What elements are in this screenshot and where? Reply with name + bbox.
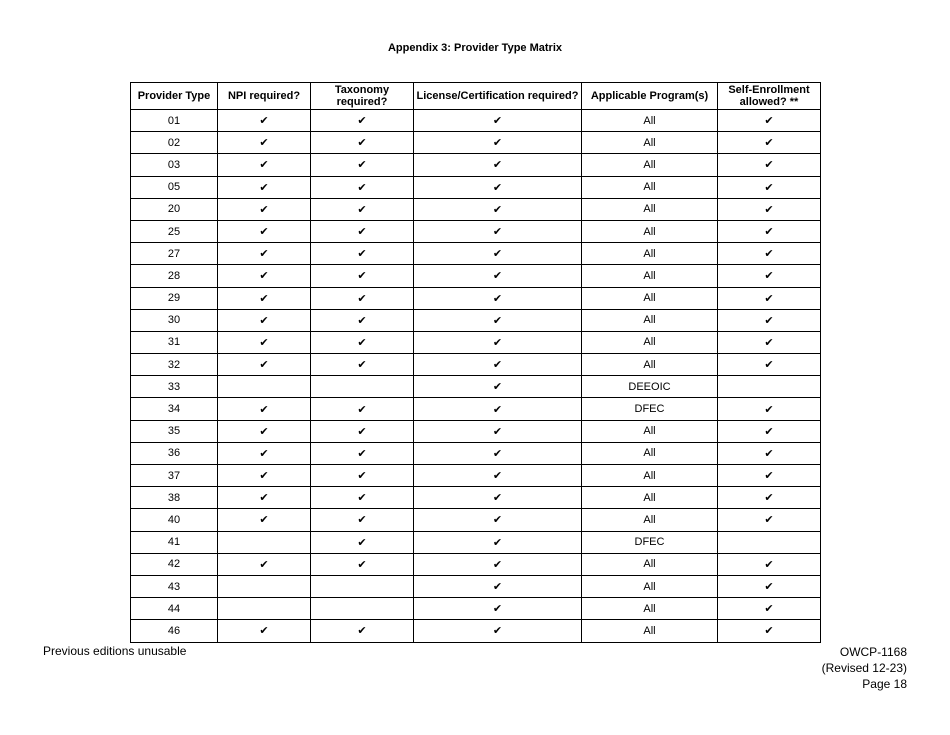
checkmark-icon: ✔ — [311, 620, 414, 642]
cell-applicable-program: All — [582, 465, 718, 487]
checkmark-icon: ✔ — [414, 220, 582, 242]
checkmark-icon: ✔ — [414, 553, 582, 575]
checkmark-icon: ✔ — [414, 309, 582, 331]
checkmark-icon: ✔ — [218, 398, 311, 420]
checkmark-icon: ✔ — [718, 354, 821, 376]
provider-type-matrix-table — [130, 82, 821, 643]
table-row — [131, 420, 821, 442]
cell-provider-type: 42 — [131, 553, 218, 575]
checkmark-icon: ✔ — [218, 331, 311, 353]
cell-applicable-program: DEEOIC — [582, 376, 718, 398]
table-row — [131, 398, 821, 420]
checkmark-icon: ✔ — [311, 265, 414, 287]
cell-provider-type: 37 — [131, 465, 218, 487]
cell-applicable-program: All — [582, 553, 718, 575]
table-row — [131, 110, 821, 132]
cell-provider-type: 35 — [131, 420, 218, 442]
checkmark-icon: ✔ — [718, 465, 821, 487]
checkmark-icon: ✔ — [311, 398, 414, 420]
checkmark-icon: ✔ — [311, 176, 414, 198]
cell-applicable-program: All — [582, 198, 718, 220]
checkmark-icon: ✔ — [718, 176, 821, 198]
cell-provider-type: 43 — [131, 575, 218, 597]
checkmark-icon: ✔ — [718, 575, 821, 597]
checkmark-icon: ✔ — [718, 420, 821, 442]
table-row — [131, 154, 821, 176]
cell-applicable-program: DFEC — [582, 531, 718, 553]
checkmark-icon: ✔ — [218, 354, 311, 376]
cell-applicable-program: DFEC — [582, 398, 718, 420]
checkmark-icon: ✔ — [311, 420, 414, 442]
checkmark-icon: ✔ — [311, 309, 414, 331]
table-row — [131, 309, 821, 331]
checkmark-icon: ✔ — [414, 575, 582, 597]
checkmark-icon: ✔ — [414, 176, 582, 198]
cell-applicable-program: All — [582, 487, 718, 509]
cell-provider-type: 03 — [131, 154, 218, 176]
cell-npi-check — [218, 376, 311, 398]
cell-provider-type: 05 — [131, 176, 218, 198]
cell-applicable-program: All — [582, 110, 718, 132]
checkmark-icon: ✔ — [718, 309, 821, 331]
table-row — [131, 176, 821, 198]
table-row — [131, 575, 821, 597]
table-row — [131, 487, 821, 509]
checkmark-icon: ✔ — [218, 265, 311, 287]
checkmark-icon: ✔ — [718, 331, 821, 353]
cell-applicable-program: All — [582, 265, 718, 287]
cell-applicable-program: All — [582, 132, 718, 154]
checkmark-icon: ✔ — [218, 132, 311, 154]
checkmark-icon: ✔ — [218, 442, 311, 464]
footer-form-number: OWCP-1168 — [839, 645, 907, 659]
checkmark-icon: ✔ — [414, 620, 582, 642]
cell-self-enrollment-check — [718, 376, 821, 398]
checkmark-icon: ✔ — [311, 553, 414, 575]
checkmark-icon: ✔ — [218, 553, 311, 575]
cell-applicable-program: All — [582, 420, 718, 442]
checkmark-icon: ✔ — [414, 598, 582, 620]
table-row — [131, 243, 821, 265]
checkmark-icon: ✔ — [718, 553, 821, 575]
cell-provider-type: 40 — [131, 509, 218, 531]
table-row — [131, 198, 821, 220]
checkmark-icon: ✔ — [718, 243, 821, 265]
header-npi-required: NPI required? — [218, 83, 311, 110]
checkmark-icon: ✔ — [311, 198, 414, 220]
checkmark-icon: ✔ — [311, 287, 414, 309]
cell-provider-type: 29 — [131, 287, 218, 309]
checkmark-icon: ✔ — [414, 398, 582, 420]
checkmark-icon: ✔ — [718, 487, 821, 509]
cell-npi-check — [218, 598, 311, 620]
header-license-required: License/Certification required? — [414, 83, 582, 110]
cell-provider-type: 01 — [131, 110, 218, 132]
table-row — [131, 331, 821, 353]
cell-applicable-program: All — [582, 287, 718, 309]
cell-provider-type: 33 — [131, 376, 218, 398]
cell-provider-type: 20 — [131, 198, 218, 220]
checkmark-icon: ✔ — [414, 376, 582, 398]
cell-provider-type: 41 — [131, 531, 218, 553]
checkmark-icon: ✔ — [414, 487, 582, 509]
checkmark-icon: ✔ — [414, 110, 582, 132]
checkmark-icon: ✔ — [718, 442, 821, 464]
table-body — [131, 110, 821, 643]
cell-provider-type: 28 — [131, 265, 218, 287]
table-row — [131, 598, 821, 620]
checkmark-icon: ✔ — [414, 198, 582, 220]
cell-applicable-program: All — [582, 154, 718, 176]
cell-applicable-program: All — [582, 575, 718, 597]
checkmark-icon: ✔ — [718, 265, 821, 287]
cell-applicable-program: All — [582, 354, 718, 376]
table-row — [131, 553, 821, 575]
table-row — [131, 220, 821, 242]
page-title: Appendix 3: Provider Type Matrix — [387, 42, 562, 54]
checkmark-icon: ✔ — [311, 331, 414, 353]
cell-applicable-program: All — [582, 176, 718, 198]
checkmark-icon: ✔ — [414, 531, 582, 553]
header-taxonomy-required: Taxonomy required? — [311, 83, 414, 110]
checkmark-icon: ✔ — [311, 531, 414, 553]
checkmark-icon: ✔ — [218, 287, 311, 309]
checkmark-icon: ✔ — [311, 220, 414, 242]
table-row — [131, 376, 821, 398]
cell-provider-type: 44 — [131, 598, 218, 620]
cell-applicable-program: All — [582, 309, 718, 331]
checkmark-icon: ✔ — [311, 154, 414, 176]
table-row — [131, 354, 821, 376]
checkmark-icon: ✔ — [218, 620, 311, 642]
checkmark-icon: ✔ — [414, 154, 582, 176]
checkmark-icon: ✔ — [414, 509, 582, 531]
cell-applicable-program: All — [582, 442, 718, 464]
checkmark-icon: ✔ — [218, 154, 311, 176]
checkmark-icon: ✔ — [218, 176, 311, 198]
cell-taxonomy-check — [311, 598, 414, 620]
checkmark-icon: ✔ — [414, 420, 582, 442]
cell-self-enrollment-check — [718, 531, 821, 553]
checkmark-icon: ✔ — [311, 509, 414, 531]
checkmark-icon: ✔ — [414, 354, 582, 376]
checkmark-icon: ✔ — [218, 487, 311, 509]
checkmark-icon: ✔ — [218, 420, 311, 442]
table-row — [131, 287, 821, 309]
checkmark-icon: ✔ — [414, 132, 582, 154]
checkmark-icon: ✔ — [718, 598, 821, 620]
checkmark-icon: ✔ — [218, 220, 311, 242]
checkmark-icon: ✔ — [218, 110, 311, 132]
table-row — [131, 132, 821, 154]
footer-revised: (Revised 12-23) — [821, 661, 907, 675]
cell-applicable-program: All — [582, 598, 718, 620]
checkmark-icon: ✔ — [718, 220, 821, 242]
checkmark-icon: ✔ — [311, 465, 414, 487]
footer-editions-note: Previous editions unusable — [43, 644, 187, 658]
checkmark-icon: ✔ — [218, 243, 311, 265]
checkmark-icon: ✔ — [311, 110, 414, 132]
checkmark-icon: ✔ — [718, 132, 821, 154]
table-header-row — [131, 83, 821, 110]
cell-taxonomy-check — [311, 575, 414, 597]
checkmark-icon: ✔ — [718, 287, 821, 309]
cell-provider-type: 38 — [131, 487, 218, 509]
checkmark-icon: ✔ — [414, 331, 582, 353]
checkmark-icon: ✔ — [414, 287, 582, 309]
cell-applicable-program: All — [582, 509, 718, 531]
checkmark-icon: ✔ — [311, 442, 414, 464]
checkmark-icon: ✔ — [718, 620, 821, 642]
checkmark-icon: ✔ — [218, 309, 311, 331]
checkmark-icon: ✔ — [311, 354, 414, 376]
table-row — [131, 442, 821, 464]
table-row — [131, 531, 821, 553]
checkmark-icon: ✔ — [414, 465, 582, 487]
header-provider-type: Provider Type — [131, 83, 218, 110]
table-row — [131, 620, 821, 642]
checkmark-icon: ✔ — [218, 509, 311, 531]
table-row — [131, 509, 821, 531]
cell-provider-type: 46 — [131, 620, 218, 642]
checkmark-icon: ✔ — [218, 198, 311, 220]
checkmark-icon: ✔ — [718, 110, 821, 132]
checkmark-icon: ✔ — [311, 487, 414, 509]
cell-provider-type: 32 — [131, 354, 218, 376]
cell-npi-check — [218, 531, 311, 553]
header-self-enrollment: Self-Enrollment allowed? ** — [718, 83, 821, 110]
checkmark-icon: ✔ — [311, 132, 414, 154]
cell-provider-type: 36 — [131, 442, 218, 464]
checkmark-icon: ✔ — [718, 509, 821, 531]
checkmark-icon: ✔ — [718, 198, 821, 220]
cell-npi-check — [218, 575, 311, 597]
cell-taxonomy-check — [311, 376, 414, 398]
table-row — [131, 265, 821, 287]
cell-provider-type: 34 — [131, 398, 218, 420]
cell-provider-type: 30 — [131, 309, 218, 331]
cell-provider-type: 27 — [131, 243, 218, 265]
table-row — [131, 465, 821, 487]
header-applicable-programs: Applicable Program(s) — [582, 83, 718, 110]
checkmark-icon: ✔ — [414, 265, 582, 287]
cell-provider-type: 31 — [131, 331, 218, 353]
checkmark-icon: ✔ — [414, 442, 582, 464]
cell-provider-type: 02 — [131, 132, 218, 154]
cell-applicable-program: All — [582, 620, 718, 642]
checkmark-icon: ✔ — [311, 243, 414, 265]
cell-provider-type: 25 — [131, 220, 218, 242]
cell-applicable-program: All — [582, 243, 718, 265]
cell-applicable-program: All — [582, 331, 718, 353]
checkmark-icon: ✔ — [414, 243, 582, 265]
footer-form-info — [822, 644, 907, 692]
checkmark-icon: ✔ — [718, 398, 821, 420]
cell-applicable-program: All — [582, 220, 718, 242]
checkmark-icon: ✔ — [718, 154, 821, 176]
checkmark-icon: ✔ — [218, 465, 311, 487]
footer-page-number: Page 18 — [862, 677, 907, 691]
